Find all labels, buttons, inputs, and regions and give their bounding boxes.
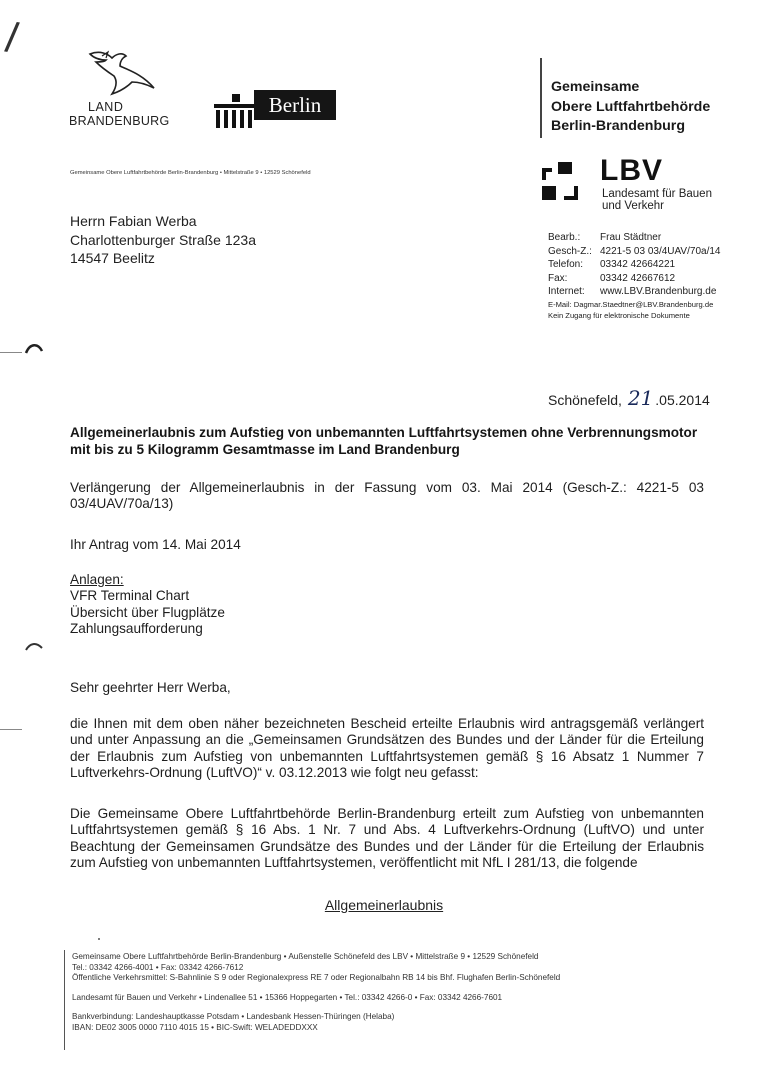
lbv-logo bbox=[542, 154, 742, 218]
footer-line1: Gemeinsame Obere Luftfahrtbehörde Berlin-Brandenburg • Außenstelle Schönefeld des LBV • Mittelstraße 9 • 12529 Schönefeld bbox=[72, 952, 539, 961]
footer-line5: Bankverbindung: Landeshauptkasse Potsdam • Landesbank Hessen-Thüringen (Helaba) bbox=[72, 1012, 395, 1022]
contact-internet-value: www.LBV.Brandenburg.de bbox=[600, 286, 717, 297]
letter-reference: Verlängerung der Allgemeinerlaubnis in der Fassung vom 03. Mai 2014 (Gesch-Z.: 4221-5 03 03/4UAV/70a/13) bbox=[70, 480, 704, 512]
contact-bearb-label: Bearb.: bbox=[548, 232, 581, 243]
eagle-icon bbox=[82, 48, 172, 100]
berlin-logo bbox=[212, 88, 338, 130]
brandenburg-logo-line1: LAND bbox=[88, 100, 124, 114]
contact-bearb-value: Frau Städtner bbox=[600, 232, 662, 243]
recipient-street: Charlottenburger Straße 123a bbox=[70, 231, 256, 248]
letter-application: Ihr Antrag vom 14. Mai 2014 bbox=[70, 537, 241, 552]
contact-internet-label: Internet: bbox=[548, 286, 585, 297]
contact-block bbox=[548, 231, 758, 321]
salutation: Sehr geehrter Herr Werba, bbox=[70, 680, 231, 695]
brandenburg-gate-icon bbox=[212, 90, 260, 130]
contact-fax bbox=[548, 272, 758, 286]
contact-fax-value: 03342 42667612 bbox=[600, 272, 676, 284]
contact-tel-label: Telefon: bbox=[548, 259, 584, 270]
letter-date bbox=[548, 386, 710, 410]
berlin-wordmark-text: Berlin bbox=[268, 93, 322, 117]
fold-mark-2 bbox=[0, 729, 22, 730]
letter-subject: Allgemeinerlaubnis zum Aufstieg von unbemannten Luftfahrtsystemen ohne Verbrennungsmotor mit bis zu 5 Kilogramm Gesamtmasse im Land Brandenburg bbox=[70, 425, 698, 457]
contact-fax-label: Fax: bbox=[548, 272, 568, 284]
lbv-subtitle-1: Landesamt für Bauen bbox=[602, 188, 712, 200]
footer-line6: IBAN: DE02 3005 0000 7110 4015 15 • BIC-Swift: WELADEDDXXX bbox=[72, 1022, 318, 1032]
contact-gesch-label: Gesch-Z.: bbox=[548, 245, 592, 257]
attachments-label: Anlagen: bbox=[70, 572, 124, 587]
contact-tel-value: 03342 42664221 bbox=[600, 259, 676, 270]
footer-line4: Landesamt für Bauen und Verkehr • Lindenallee 51 • 15366 Hoppegarten • Tel.: 03342 4266-0 • Fax: 03342 4266-7601 bbox=[72, 992, 503, 1002]
attachment-item: Zahlungsaufforderung bbox=[70, 621, 203, 637]
margin-mark: / bbox=[2, 13, 21, 62]
contact-bearb bbox=[548, 231, 758, 245]
sender-line: Gemeinsame Obere Luftfahrtbehörde Berlin-Brandenburg • Mittelstraße 9 • 12529 Schönefeld bbox=[70, 170, 311, 176]
contact-gesch bbox=[548, 245, 758, 259]
authority-line2: Obere Luftfahrtbehörde bbox=[551, 98, 711, 115]
section-heading: Allgemeinerlaubnis bbox=[324, 897, 444, 913]
footer-line3: Öffentliche Verkehrsmittel: S-Bahnlinie S 9 oder Regionalexpress RE 7 oder Regionalbahn RB 14 bis Bhf. Flughafen Berlin-Schönefeld bbox=[72, 973, 561, 983]
paragraph-2: Die Gemeinsame Obere Luftfahrtbehörde Berlin-Brandenburg erteilt zum Aufstieg von unbemannten Luftfahrtsystemen gemäß § 16 Abs. 1 Nr. 7 und Abs. 4 Luftverkehrs-Ordnung (LuftVO) und unter Beachtung der Gemeinsamen Grundsätze des Bundes und der Länder für die Erteilung der Erlaubnis zum Aufstieg von unbemannten Luftfahrtsystemen, veröffentlicht mit NfL I 281/13, die folgende bbox=[70, 806, 704, 871]
contact-tel bbox=[548, 258, 758, 272]
date-place: Schönefeld, bbox=[548, 392, 622, 408]
lbv-mark-icon bbox=[542, 160, 588, 206]
authority-line3: Berlin-Brandenburg bbox=[551, 118, 685, 134]
stray-dot bbox=[98, 938, 100, 940]
footer-divider bbox=[64, 950, 65, 1050]
contact-internet bbox=[548, 285, 758, 299]
punch-mark-1 bbox=[24, 341, 44, 355]
brandenburg-logo-line2: BRANDENBURG bbox=[69, 114, 170, 128]
date-rest: .05.2014 bbox=[655, 392, 710, 408]
date-day: 21 bbox=[627, 386, 654, 410]
recipient-city: 14547 Beelitz bbox=[70, 250, 155, 266]
footer-block bbox=[72, 952, 752, 1034]
attachment-item: VFR Terminal Chart bbox=[70, 588, 190, 604]
contact-email: E-Mail: Dagmar.Staedtner@LBV.Brandenburg.de bbox=[548, 299, 714, 309]
punch-mark-2 bbox=[24, 640, 44, 652]
berlin-wordmark bbox=[254, 90, 336, 120]
recipient-address bbox=[70, 212, 256, 268]
attachments-block bbox=[70, 572, 470, 638]
contact-gesch-value: 4221-5 03 03/4UAV/70a/14 bbox=[600, 245, 721, 257]
lbv-wordmark: LBV bbox=[600, 154, 663, 187]
header-divider bbox=[540, 58, 542, 138]
recipient-name: Herrn Fabian Werba bbox=[70, 213, 197, 229]
authority-line1: Gemeinsame bbox=[551, 79, 640, 95]
contact-access: Kein Zugang für elektronische Dokumente bbox=[548, 310, 690, 320]
lbv-subtitle-2: und Verkehr bbox=[602, 200, 665, 212]
authority-block bbox=[551, 78, 710, 137]
paragraph-1: die Ihnen mit dem oben näher bezeichneten Bescheid erteilte Erlaubnis wird antragsgemäß verlängert und unter Anpassung an die „Gemeinsamen Grundsätzen des Bundes und der Länder für die Erteilung der Erlaubnis zum Aufstieg von unbemannten Luftfahrtsystemen gemäß § 16 Absatz 1 Nummer 7 Luftverkehrs-Ordnung (LuftVO)“ v. 03.12.2013 wie folgt neu gefasst: bbox=[70, 716, 704, 781]
fold-mark-1 bbox=[0, 352, 22, 353]
brandenburg-logo bbox=[62, 48, 182, 134]
attachment-item: Übersicht über Flugplätze bbox=[70, 604, 225, 620]
footer-line2: Tel.: 03342 4266-4001 • Fax: 03342 4266-7612 bbox=[72, 962, 244, 972]
